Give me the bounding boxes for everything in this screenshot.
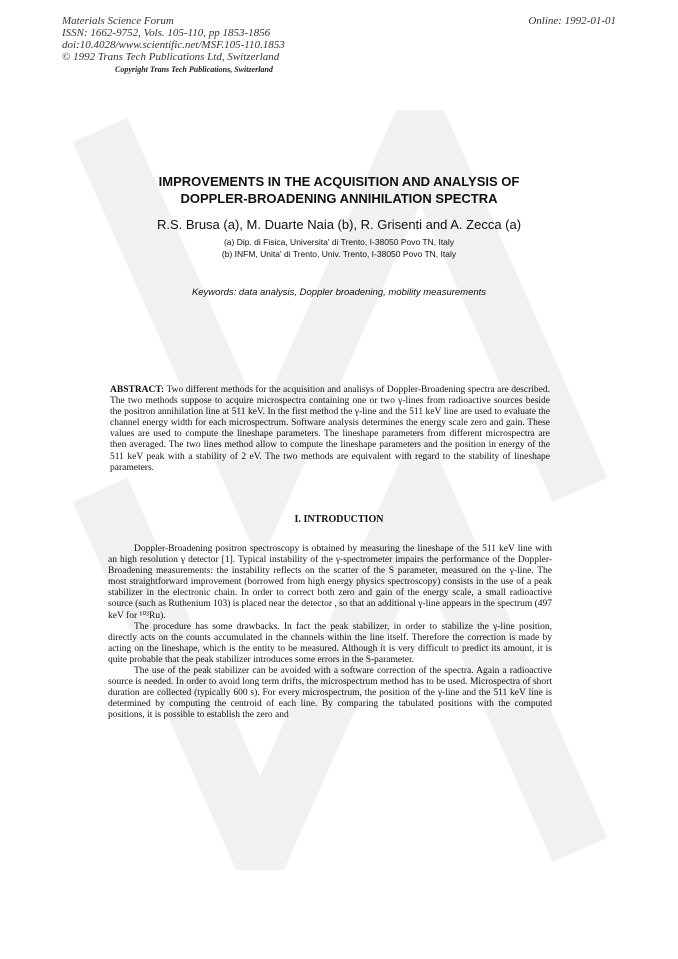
affiliation-b: (b) INFM, Unita' di Trento, Univ. Trento, I-38050 Povo TN, Italy: [221, 249, 457, 259]
section-heading-introduction: I. INTRODUCTION: [294, 514, 384, 525]
abstract-label: ABSTRACT:: [110, 385, 165, 395]
affiliation-a: (a) Dip. di Fisica, Universita' di Trento, I-38050 Povo TN, Italy: [223, 237, 455, 247]
doi-link[interactable]: doi:10.4028/www.scientific.net/MSF.105-110.1853: [62, 39, 285, 51]
title-line-1: IMPROVEMENTS IN THE ACQUISITION AND ANALYSIS OF: [158, 174, 520, 189]
copyright-notice: Copyright Trans Tech Publications, Switzerland: [115, 65, 273, 74]
paragraph-1: Doppler-Broadening positron spectroscopy is obtained by measuring the lineshape of the 511 keV line with an high resolution γ detector [1]. Typical instability of the γ-spectrometer impairs the performance of the Doppler-Broadening measurements: the instability reflects on the scatter of the S parameter, measured on the γ-line. The most straightforward improvement (borrowed from high energy physics spectroscopy) consists in the use of a peak stabilizer in the electronic chain. In order to correct both zero and gain of the energy scale, a small radioactive source (such as Ruthenium 103) is placed near the detector , so that an additional γ-line appears in the spectrum (497 keV for ¹⁰³Ru).: [108, 544, 552, 621]
copyright-line: © 1992 Trans Tech Publications Ltd, Switzerland: [62, 51, 280, 63]
paragraph-2: The procedure has some drawbacks. In fact the peak stabilizer, in order to stabilize the γ-line position, directly acts on the counts accumulated in the channels within the line itself. Therefore the correction is made by acting on the lineshape, which is the entity to be measured. Although it is very difficult to predict its amount, it is quite probable that the peak stabilizer introduces some errors in the S-parameter.: [108, 621, 552, 665]
paragraph-3: The use of the peak stabilizer can be avoided with a software correction of the spectra. Again a radioactive source is needed. In order to avoid long term drifts, the microspectrum method has to be used. Microspectra of short duration are collected (typically 600 s). For every microspectrum, the position of the γ-line and the 511 keV line is determined by computing the centroid of each line. By comparing the tabulated positions with the computed positions, it is possible to establish the zero and: [108, 666, 552, 721]
publication-info: [62, 15, 285, 63]
introduction-body: [108, 544, 552, 722]
keywords: Keywords: data analysis, Doppler broadening, mobility measurements: [191, 287, 487, 298]
issn-line: ISSN: 1662-9752, Vols. 105-110, pp 1853-1856: [62, 27, 271, 39]
abstract: [110, 385, 550, 474]
paper-title: [100, 173, 578, 207]
title-line-2: DOPPLER-BROADENING ANNIHILATION SPECTRA: [180, 191, 498, 206]
online-date: Online: 1992-01-01: [528, 15, 616, 27]
authors: R.S. Brusa (a), M. Duarte Naia (b), R. Grisenti and A. Zecca (a): [156, 217, 522, 232]
journal-name: Materials Science Forum: [62, 15, 174, 27]
abstract-text: Two different methods for the acquisition and analisys of Doppler-Broadening spectra are described. The two methods suppose to acquire microspectra containing one or two γ-lines from radioactive sources beside the positron annihilation line at 511 keV. In the first method the γ-line and the 511 keV line are used to evaluate the channel energy width for each microspectrum. Software analysis determines the energy scale zero and gain. These values are used to compute the lineshape parameters. The lineshape parameters from different microspectra are then averaged. The two lines method allow to compute the lineshape parameters and the position in energy of the 511 keV peak with a stability of 2 eV. The two methods are equivalent with regard to the stability of lineshape parameters.: [110, 385, 550, 473]
